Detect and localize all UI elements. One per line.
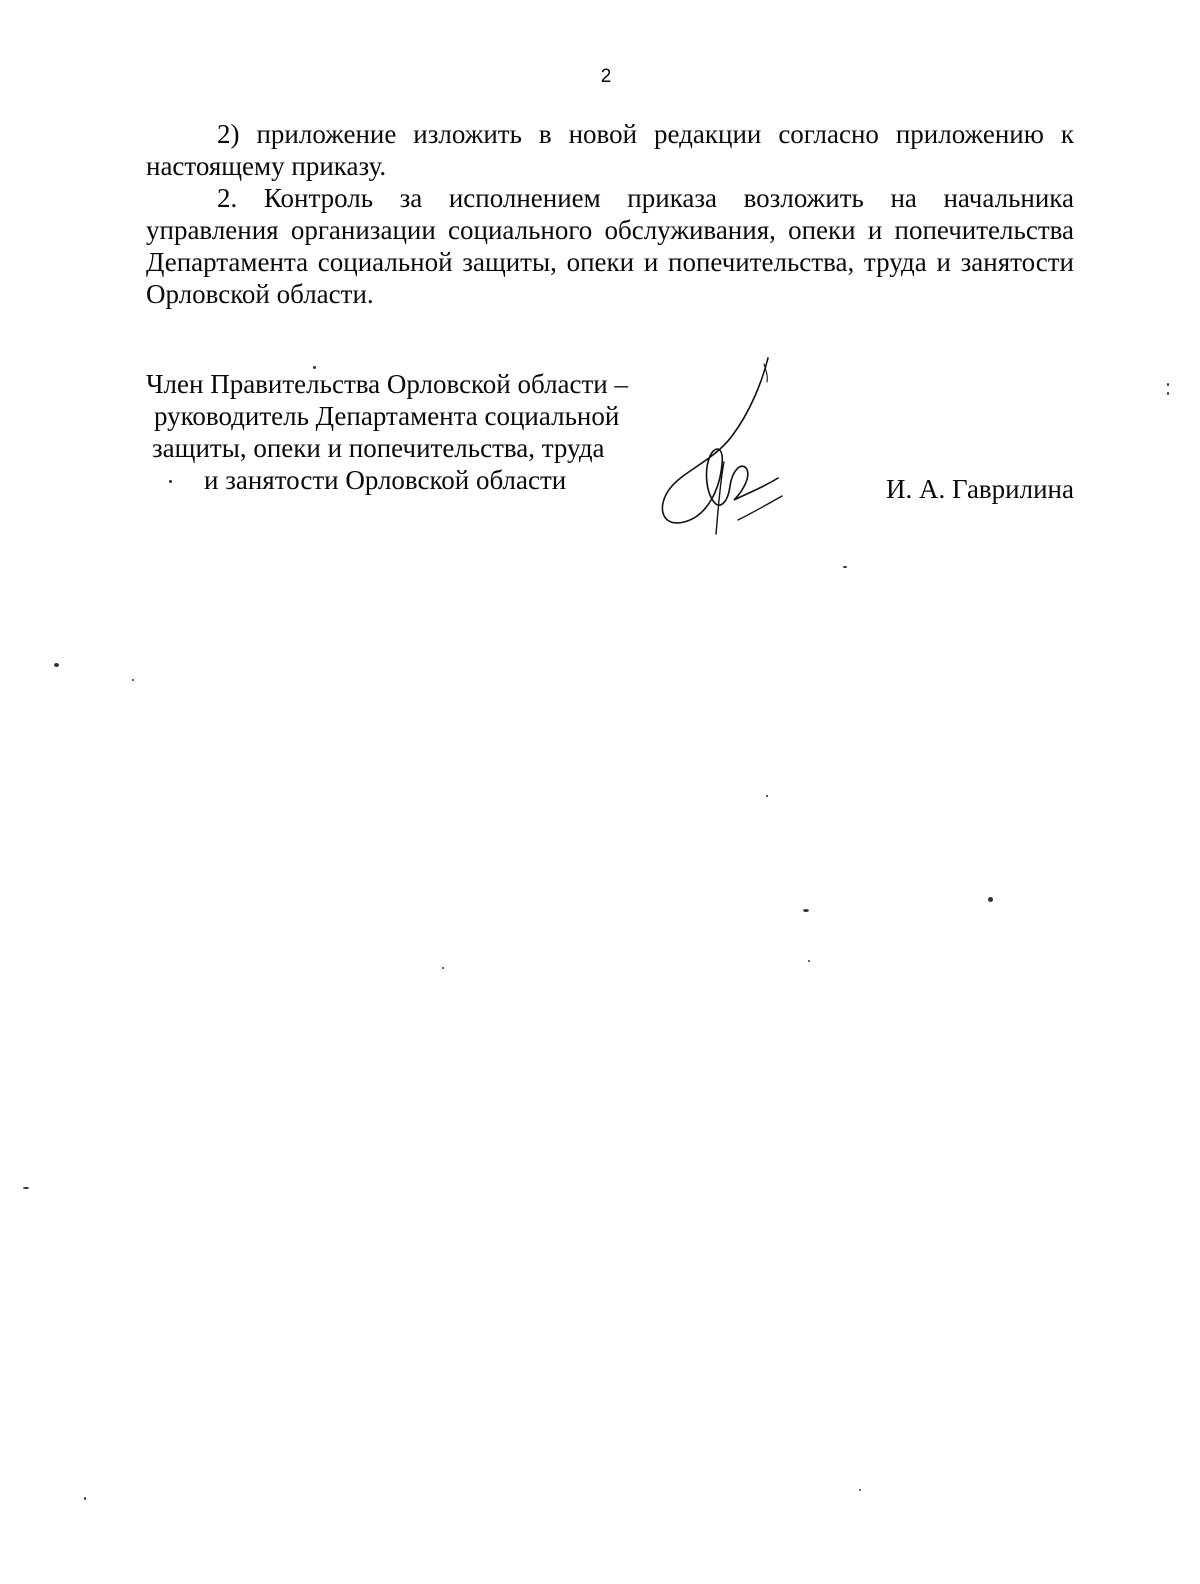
position-line: руководитель Департамента социальной bbox=[154, 401, 620, 431]
handwritten-signature bbox=[650, 352, 790, 538]
scan-speck bbox=[169, 480, 172, 483]
scan-speck bbox=[132, 679, 134, 681]
scan-speck bbox=[54, 663, 59, 667]
position-line: защиты, опеки и попечительства, труда bbox=[152, 433, 605, 463]
scan-speck bbox=[808, 960, 810, 962]
scan-speck bbox=[313, 366, 316, 369]
signer-name: И. А. Гаврилина bbox=[886, 474, 1074, 504]
scan-speck bbox=[84, 1497, 86, 1500]
paragraph-appendix-item: 2) приложение изложить в новой редакции согласно приложению к настоящему приказу. bbox=[146, 119, 1074, 181]
scan-speck bbox=[843, 566, 847, 568]
paragraph-control-clause: 2. Контроль за исполнением приказа возложить на начальника управления организации социального обслуживания, опеки и попечительства Департамента социальной защиты, опеки и попечительства, труда и занятости Орловской области. bbox=[146, 183, 1074, 309]
position-line: и занятости Орловской области bbox=[204, 465, 567, 495]
scan-speck bbox=[1167, 392, 1169, 395]
document-body bbox=[146, 118, 1074, 310]
position-line: Член Правительства Орловской области – bbox=[146, 369, 629, 399]
scan-speck bbox=[23, 1187, 29, 1189]
page-number: 2 bbox=[600, 66, 612, 87]
scan-speck bbox=[988, 897, 993, 902]
scan-speck bbox=[442, 967, 444, 969]
scan-speck bbox=[859, 1489, 861, 1491]
signatory-position bbox=[146, 368, 666, 496]
scan-speck bbox=[1167, 383, 1169, 386]
scan-speck bbox=[766, 795, 768, 797]
scan-speck bbox=[803, 909, 809, 912]
